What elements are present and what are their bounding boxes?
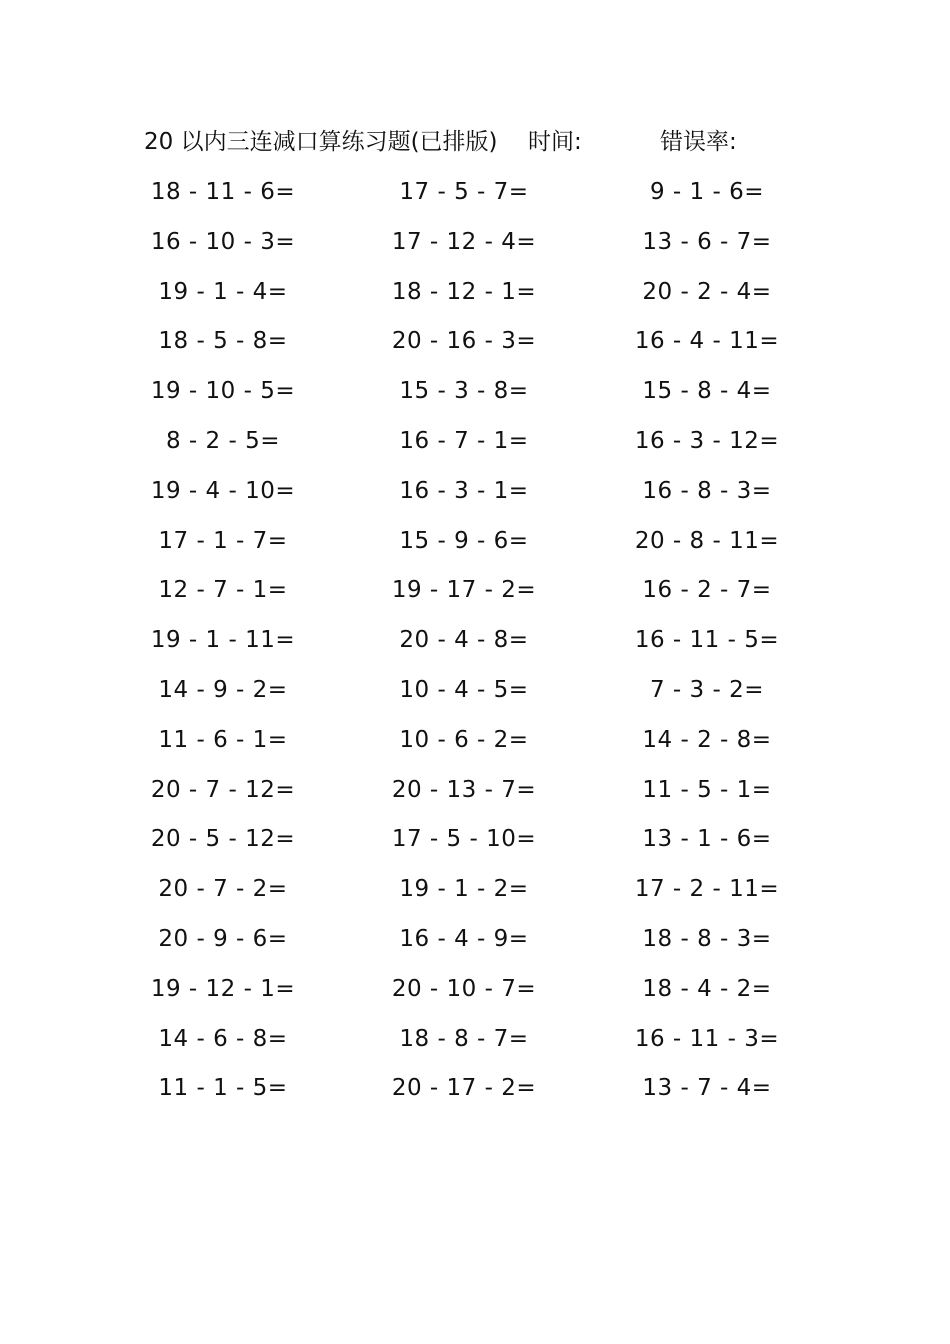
problem-item: 13 - 6 - 7= bbox=[642, 228, 772, 255]
error-rate-label: 错误率: bbox=[660, 129, 737, 155]
problem-item: 16 - 2 - 7= bbox=[642, 577, 772, 604]
problem-item: 20 - 13 - 7= bbox=[391, 776, 537, 803]
problem-item: 16 - 4 - 11= bbox=[634, 328, 780, 355]
problem-item: 20 - 4 - 8= bbox=[399, 627, 529, 654]
problem-item: 20 - 7 - 2= bbox=[158, 876, 288, 903]
problem-item: 19 - 1 - 11= bbox=[150, 627, 296, 654]
problem-row bbox=[0, 222, 950, 272]
problem-item: 14 - 9 - 2= bbox=[158, 676, 288, 703]
problem-item: 17 - 5 - 7= bbox=[399, 179, 529, 205]
time-label: 时间: bbox=[528, 129, 582, 155]
problem-item: 20 - 17 - 2= bbox=[391, 1075, 537, 1102]
problem-item: 7 - 3 - 2= bbox=[649, 676, 764, 703]
problem-item: 16 - 11 - 5= bbox=[634, 627, 780, 654]
problem-item: 17 - 1 - 7= bbox=[158, 527, 288, 554]
problem-item: 16 - 3 - 12= bbox=[634, 427, 780, 454]
problem-row bbox=[0, 969, 950, 1019]
problem-item: 14 - 6 - 8= bbox=[158, 1025, 288, 1052]
problem-item: 19 - 1 - 4= bbox=[158, 278, 288, 305]
problem-item: 12 - 7 - 1= bbox=[158, 577, 288, 604]
problem-item: 18 - 12 - 1= bbox=[391, 278, 537, 305]
problem-row bbox=[0, 720, 950, 770]
problem-item: 20 - 9 - 6= bbox=[158, 925, 288, 952]
problem-item: 20 - 8 - 11= bbox=[634, 527, 780, 554]
problem-item: 17 - 2 - 11= bbox=[634, 876, 780, 903]
problem-row bbox=[0, 321, 950, 371]
problem-row bbox=[0, 172, 950, 222]
problem-item: 18 - 8 - 3= bbox=[642, 925, 772, 952]
problem-row bbox=[0, 471, 950, 521]
problem-item: 16 - 4 - 9= bbox=[399, 925, 529, 952]
problem-item: 15 - 8 - 4= bbox=[642, 378, 772, 405]
problem-row bbox=[0, 869, 950, 919]
problem-row bbox=[0, 371, 950, 421]
problem-item: 16 - 11 - 3= bbox=[634, 1025, 780, 1052]
problem-row bbox=[0, 919, 950, 969]
problem-item: 16 - 8 - 3= bbox=[642, 477, 772, 504]
problem-item: 9 - 1 - 6= bbox=[649, 179, 764, 205]
problem-item: 19 - 4 - 10= bbox=[150, 477, 296, 504]
problem-item: 18 - 8 - 7= bbox=[399, 1025, 529, 1052]
problem-item: 19 - 17 - 2= bbox=[391, 577, 537, 604]
problem-item: 20 - 16 - 3= bbox=[391, 328, 537, 355]
problem-item: 20 - 5 - 12= bbox=[150, 826, 296, 853]
problem-item: 20 - 2 - 4= bbox=[642, 278, 772, 305]
problem-item: 18 - 5 - 8= bbox=[158, 328, 288, 355]
problem-item: 15 - 3 - 8= bbox=[399, 378, 529, 405]
problem-item: 14 - 2 - 8= bbox=[642, 726, 772, 753]
problem-row bbox=[0, 521, 950, 571]
problem-row bbox=[0, 620, 950, 670]
problem-item: 19 - 12 - 1= bbox=[150, 975, 296, 1002]
problem-item: 10 - 6 - 2= bbox=[399, 726, 529, 753]
problem-item: 20 - 10 - 7= bbox=[391, 975, 537, 1002]
problem-row bbox=[0, 1068, 950, 1118]
problem-row bbox=[0, 819, 950, 869]
problem-item: 20 - 7 - 12= bbox=[150, 776, 296, 803]
problem-item: 16 - 3 - 1= bbox=[399, 477, 529, 504]
problem-item: 18 - 11 - 6= bbox=[150, 179, 296, 205]
problem-item: 16 - 7 - 1= bbox=[399, 427, 529, 454]
worksheet-header bbox=[144, 124, 844, 160]
problem-grid bbox=[0, 172, 950, 1118]
problem-item: 17 - 12 - 4= bbox=[391, 228, 537, 255]
problem-item: 17 - 5 - 10= bbox=[391, 826, 537, 853]
problem-row bbox=[0, 1019, 950, 1069]
problem-item: 16 - 10 - 3= bbox=[150, 228, 296, 255]
problem-item: 11 - 6 - 1= bbox=[158, 726, 288, 753]
problem-item: 15 - 9 - 6= bbox=[399, 527, 529, 554]
problem-row bbox=[0, 670, 950, 720]
problem-item: 13 - 1 - 6= bbox=[642, 826, 772, 853]
problem-item: 11 - 5 - 1= bbox=[642, 776, 772, 803]
problem-row bbox=[0, 570, 950, 620]
problem-item: 13 - 7 - 4= bbox=[642, 1075, 772, 1102]
problem-item: 19 - 10 - 5= bbox=[150, 378, 296, 405]
problem-row bbox=[0, 770, 950, 820]
problem-row bbox=[0, 272, 950, 322]
problem-item: 11 - 1 - 5= bbox=[158, 1075, 288, 1102]
problem-item: 8 - 2 - 5= bbox=[165, 427, 280, 454]
problem-item: 19 - 1 - 2= bbox=[399, 876, 529, 903]
worksheet-title: 20 以内三连减口算练习题(已排版) bbox=[144, 129, 498, 155]
problem-item: 18 - 4 - 2= bbox=[642, 975, 772, 1002]
problem-item: 10 - 4 - 5= bbox=[399, 676, 529, 703]
problem-row bbox=[0, 421, 950, 471]
